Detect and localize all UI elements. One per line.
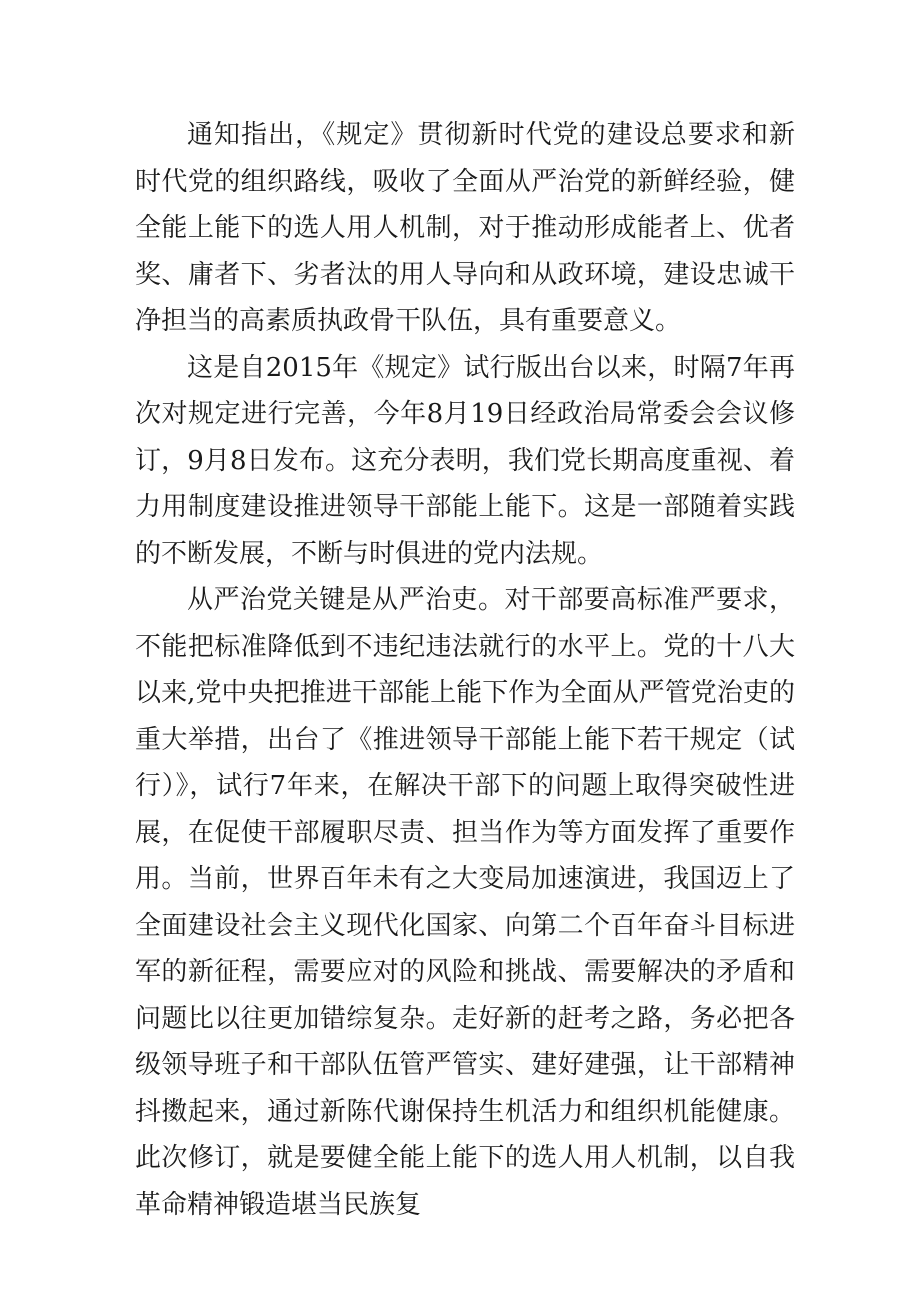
- paragraph-1: 通知指出，《规定》贯彻新时代党的建设总要求和新时代党的组织路线，吸收了全面从严治党的新鲜经验，健全能上能下的选人用人机制，对于推动形成能者上、优者奖、庸者下、劣者汰的用人导向和从政环境，建设忠诚干净担当的高素质执政骨干队伍，具有重要意义。: [135, 120, 795, 336]
- paragraph-2: 这是自2015年《规定》试行版出台以来，时隔7年再次对规定进行完善，今年8月19日经政治局常委会会议修订，9月8日发布。这充分表明，我们党长期高度重视、着力用制度建设推进领导干部能上能下。这是一部随着实践的不断发展，不断与时俱进的党内法规。: [135, 352, 795, 569]
- document-body: [135, 112, 795, 1228]
- paragraph-3: 从严治党关键是从严治吏。对干部要高标准严要求，不能把标准降低到不违纪违法就行的水平上。党的十八大以来,党中央把推进干部能上能下作为全面从严管党治吏的重大举措，出台了《推进领导干部能上能下若干规定（试行）》，试行7年来，在解决干部下的问题上取得突破性进展，在促使干部履职尽责、担当作为等方面发挥了重要作用。当前，世界百年未有之大变局加速演进，我国迈上了全面建设社会主义现代化国家、向第二个百年奋斗目标进军的新征程，需要应对的风险和挑战、需要解决的矛盾和问题比以往更加错综复杂。走好新的赶考之路，务必把各级领导班子和干部队伍管严管实、建好建强，让干部精神抖擞起来，通过新陈代谢保持生机活力和组织机能健康。此次修订，就是要健全能上能下的选人用人机制，以自我革命精神锻造堪当民族复: [135, 585, 795, 1220]
